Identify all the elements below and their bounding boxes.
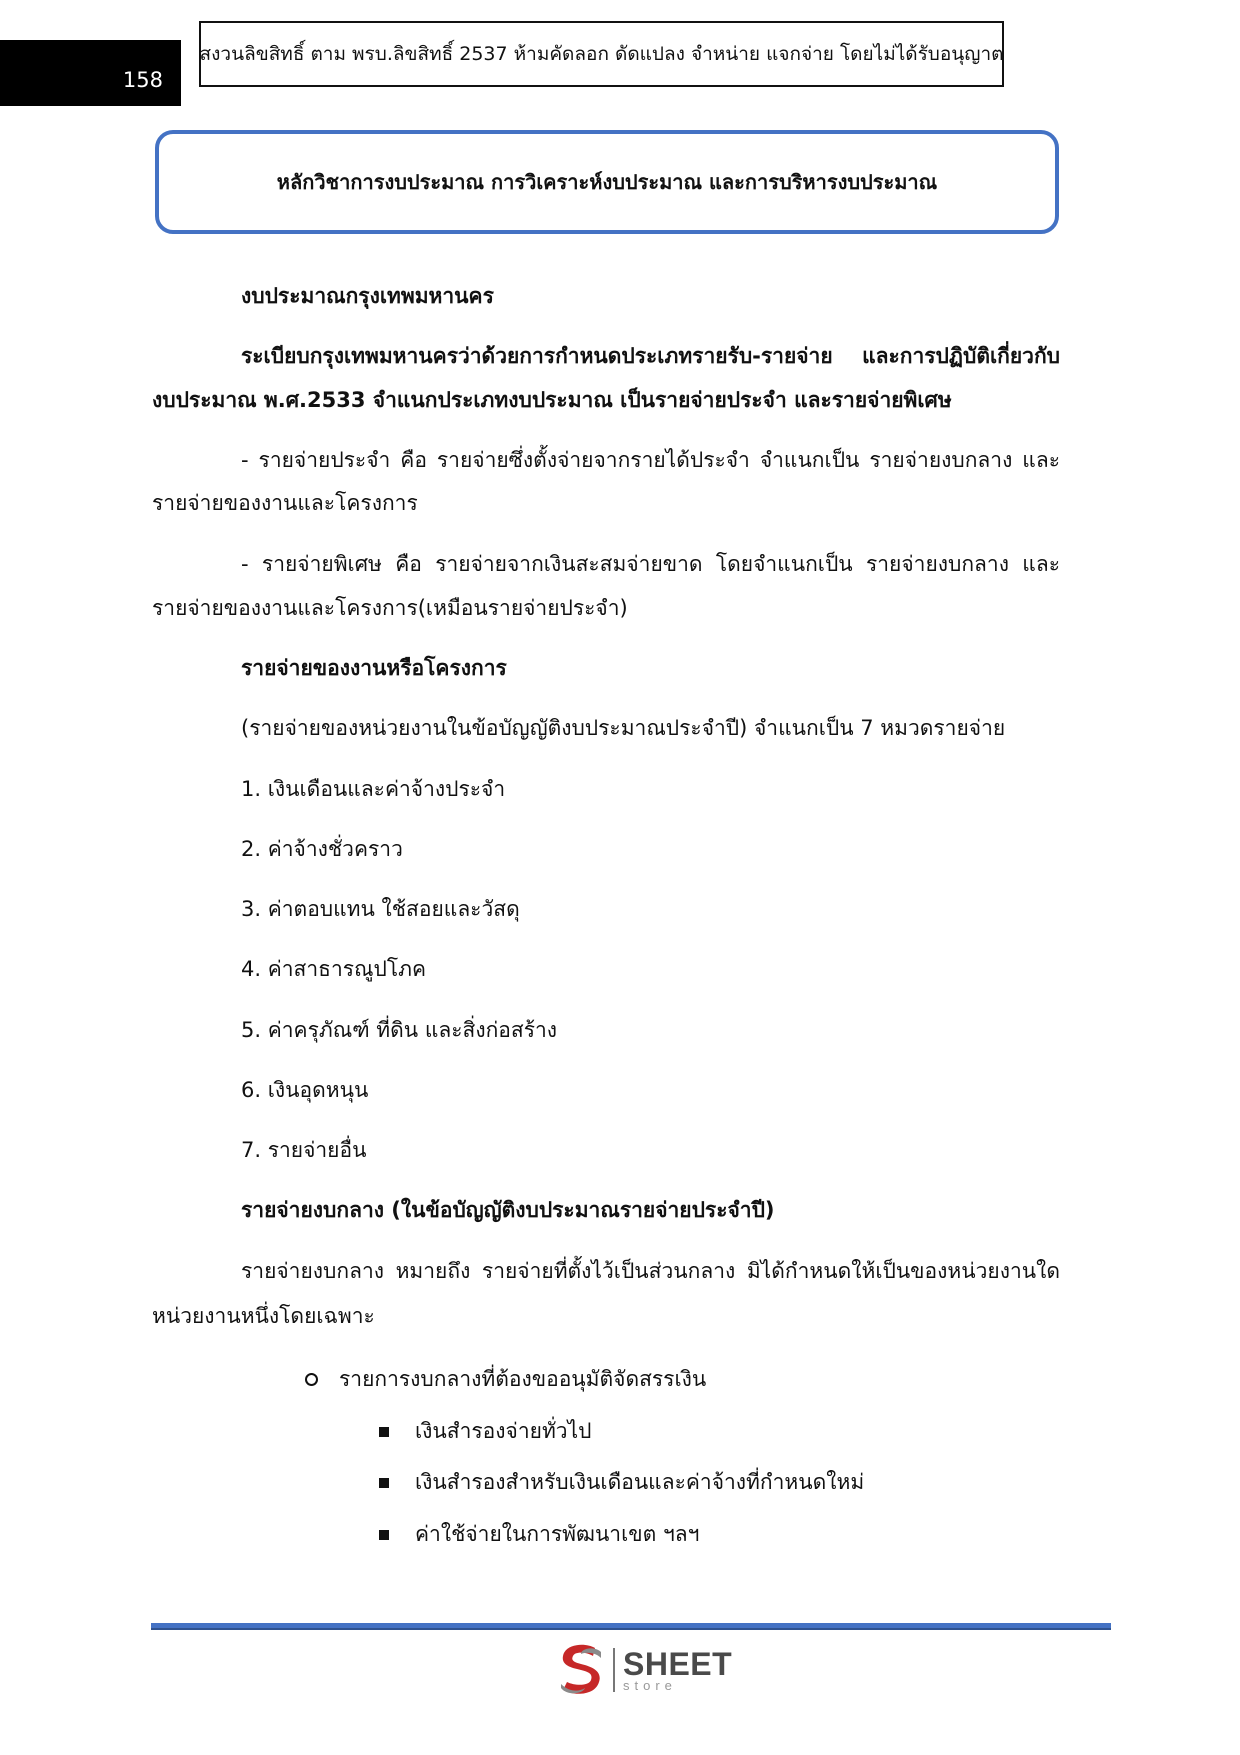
sheet-store-logo (555, 1641, 732, 1699)
regular-expense-line-2: รายจ่ายของงานและโครงการ (152, 491, 418, 515)
category-item: 2. ค่าจ้างชั่วคราว (241, 837, 403, 861)
square-bullet-icon (379, 1478, 389, 1488)
circle-list-item: รายการงบกลางที่ต้องขออนุมัติจัดสรรเงิน (339, 1367, 707, 1391)
logo-word: SHEET (623, 1646, 733, 1682)
special-expense-line-2: รายจ่ายของงานและโครงการ(เหมือนรายจ่ายประจำ) (152, 596, 628, 620)
regulation-line-2: งบประมาณ พ.ศ.2533 จำแนกประเภทงบประมาณ เป็นรายจ่ายประจำ และรายจ่ายพิเศษ (152, 388, 952, 412)
special-expense-line-1: - รายจ่ายพิเศษ คือ รายจ่ายจากเงินสะสมจ่ายขาด โดยจำแนกเป็น รายจ่ายงบกลาง และ (241, 552, 1060, 576)
category-item: 4. ค่าสาธารณูปโภค (241, 957, 427, 981)
category-item: 1. เงินเดือนและค่าจ้างประจำ (241, 777, 506, 801)
logo-separator (613, 1648, 615, 1692)
category-item: 5. ค่าครุภัณฑ์ ที่ดิน และสิ่งก่อสร้าง (241, 1018, 558, 1042)
copyright-notice-box (199, 21, 1004, 87)
section-title: หลักวิชาการงบประมาณ การวิเคราะห์งบประมาณ และการบริหารงบประมาณ (276, 170, 938, 194)
square-list-item: เงินสำรองจ่ายทั่วไป (415, 1419, 592, 1443)
square-list-item: เงินสำรองสำหรับเงินเดือนและค่าจ้างที่กำหนดใหม่ (415, 1470, 865, 1494)
section-title-box (155, 130, 1059, 234)
regulation-line-1: ระเบียบกรุงเทพมหานครว่าด้วยการกำหนดประเภทรายรับ-รายจ่าย และการปฏิบัติเกี่ยวกับ (241, 344, 1060, 368)
category-item: 3. ค่าตอบแทน ใช้สอยและวัสดุ (241, 897, 520, 921)
logo-subtitle: store (623, 1678, 677, 1693)
category-item: 6. เงินอุดหนุน (241, 1078, 369, 1102)
circle-bullet-icon (305, 1373, 318, 1386)
page-number-box (0, 40, 181, 106)
footer-rule (151, 1623, 1111, 1630)
logo-text (623, 1648, 732, 1692)
square-bullet-icon (379, 1530, 389, 1540)
central-definition-line-2: หน่วยงานหนึ่งโดยเฉพาะ (152, 1304, 375, 1328)
heading-project-expense: รายจ่ายของงานหรือโครงการ (241, 656, 507, 680)
square-list-item: ค่าใช้จ่ายในการพัฒนาเขต ฯลฯ (415, 1522, 700, 1546)
heading-bma-budget: งบประมาณกรุงเทพมหานคร (241, 284, 494, 308)
copyright-notice: สงวนลิขสิทธิ์ ตาม พรบ.ลิขสิทธิ์ 2537 ห้ามคัดลอก ดัดแปลง จำหน่าย แจกจ่าย โดยไม่ได้รับอนุญาต (199, 43, 1004, 65)
page-number: 158 (122, 68, 163, 92)
square-bullet-icon (379, 1427, 389, 1437)
regular-expense-line-1: - รายจ่ายประจำ คือ รายจ่ายซึ่งตั้งจ่ายจากรายได้ประจำ จำแนกเป็น รายจ่ายงบกลาง และ (241, 448, 1060, 472)
category-item: 7. รายจ่ายอื่น (241, 1138, 367, 1162)
sheet-store-s-logo-icon (555, 1642, 607, 1698)
project-expense-intro: (รายจ่ายของหน่วยงานในข้อบัญญัติงบประมาณประจำปี) จำแนกเป็น 7 หมวดรายจ่าย (241, 716, 1006, 740)
heading-central-expense: รายจ่ายงบกลาง (ในข้อบัญญัติงบประมาณรายจ่ายประจำปี) (241, 1198, 775, 1222)
central-definition-line-1: รายจ่ายงบกลาง หมายถึง รายจ่ายที่ตั้งไว้เป็นส่วนกลาง มิได้กำหนดให้เป็นของหน่วยงานใด (241, 1259, 1060, 1283)
